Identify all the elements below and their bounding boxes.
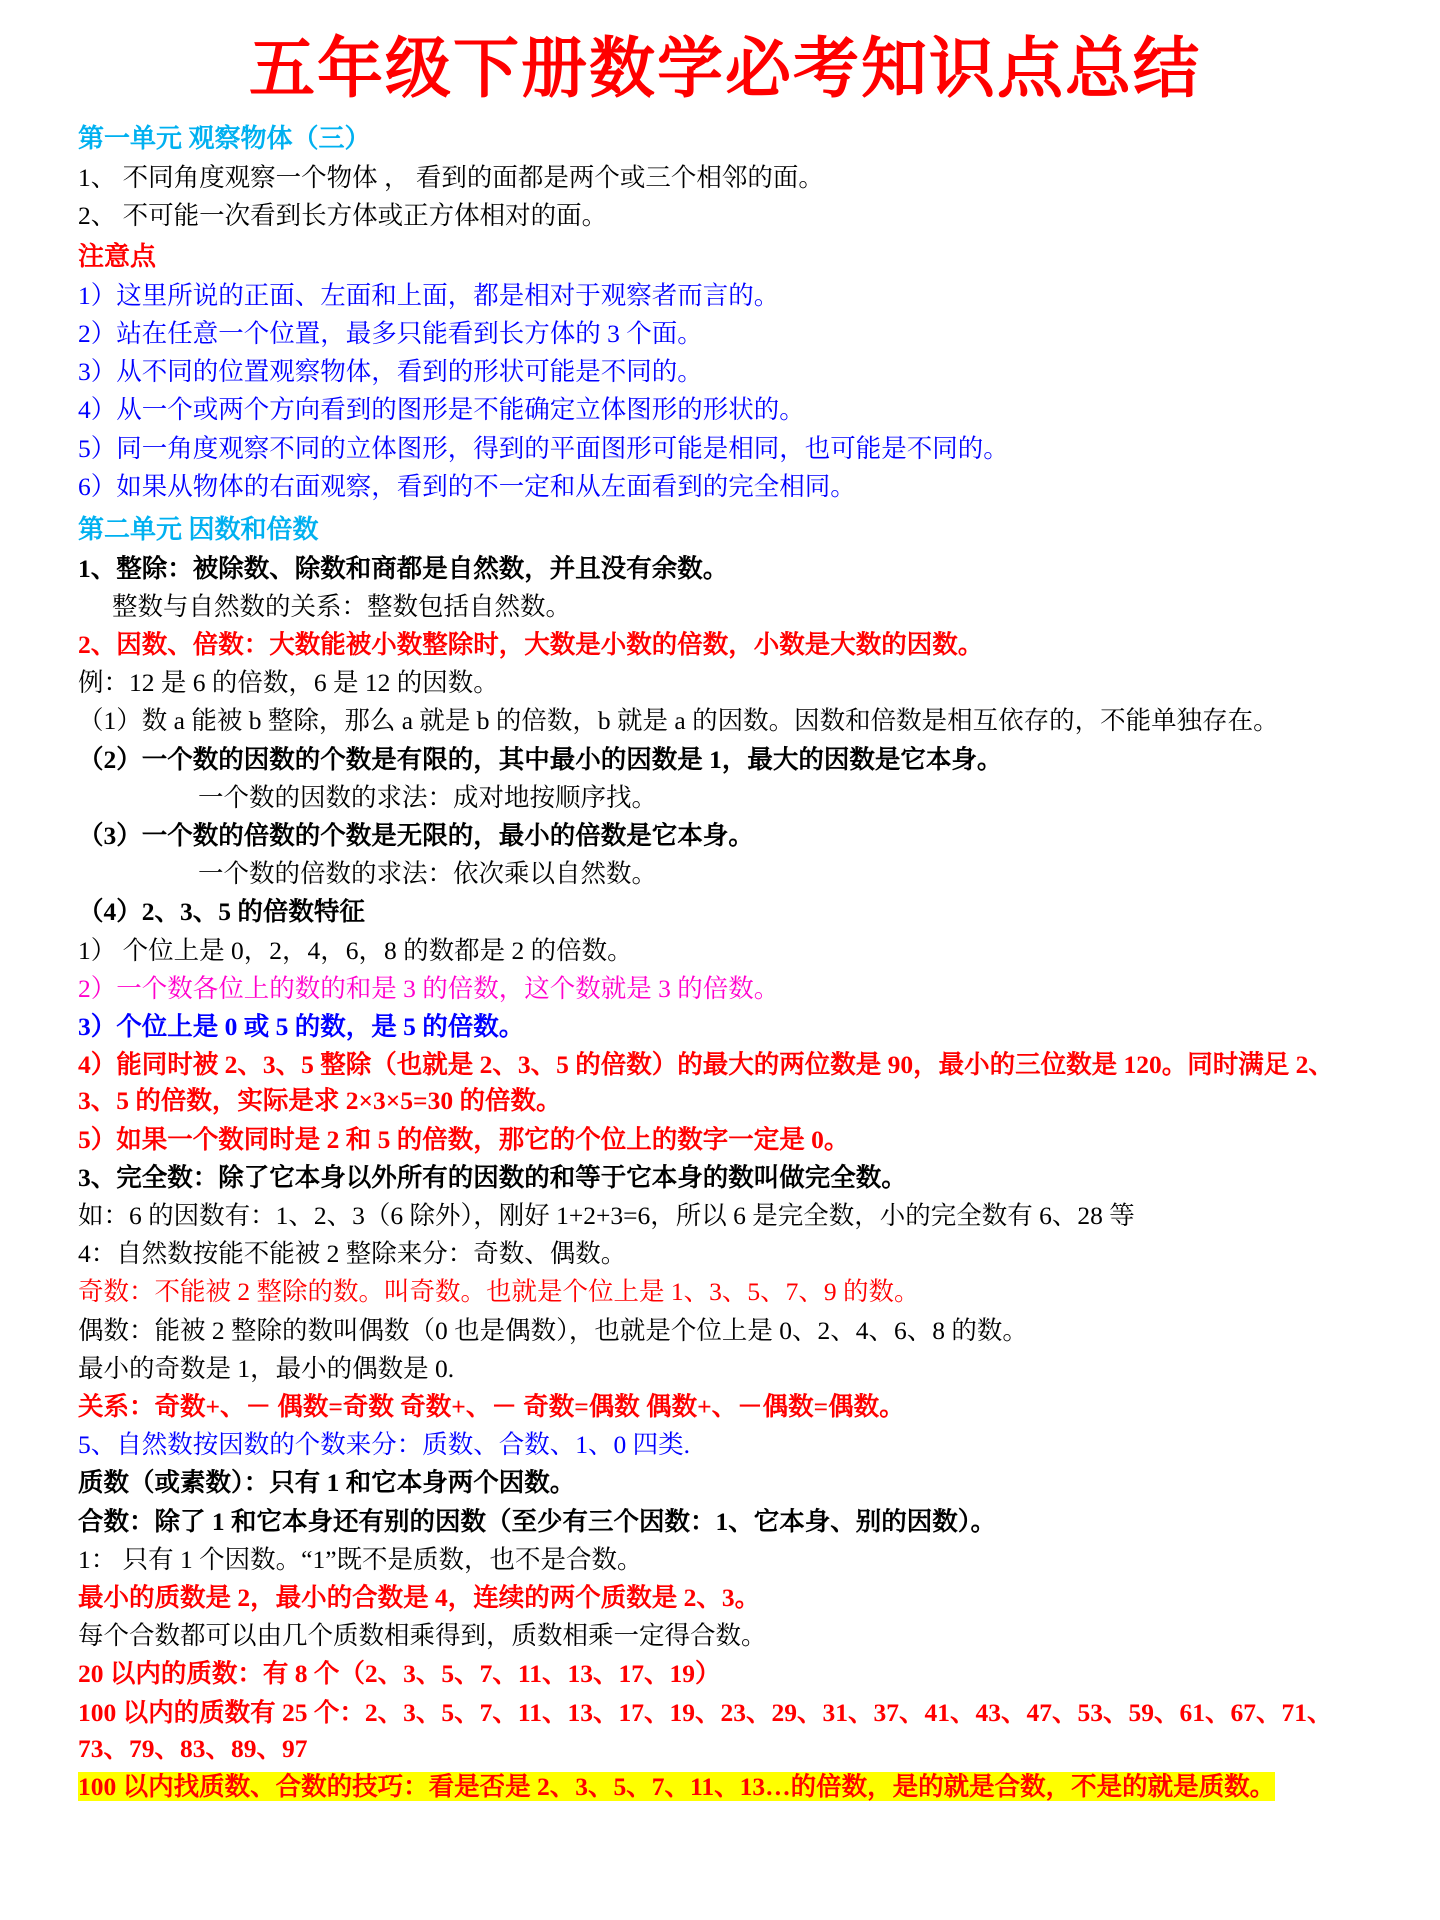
body-line: 1） 个位上是 0，2，4，6，8 的数都是 2 的倍数。 (78, 935, 633, 965)
body-line: 6）如果从物体的右面观察，看到的不一定和从左面看到的完全相同。 (78, 471, 856, 501)
body-line: 偶数：能被 2 整除的数叫偶数（0 也是偶数），也就是个位上是 0、2、4、6、8 的数。 (78, 1315, 1028, 1345)
body-line: 1）这里所说的正面、左面和上面，都是相对于观察者而言的。 (78, 280, 780, 310)
body-line: 3、完全数：除了它本身以外所有的因数的和等于它本身的数叫做完全数。 (78, 1162, 907, 1192)
body-line: 3）从不同的位置观察物体，看到的形状可能是不同的。 (78, 357, 703, 387)
body-line: 100 以内的质数有 25 个：2、3、5、7、11、13、17、19、23、29、31、37、41、43、47、53、59、61、67、71、73、79、83、89、97 (78, 1697, 1333, 1763)
body-line: （1）数 a 能被 b 整除，那么 a 就是 b 的倍数，b 就是 a 的因数。因数和倍数是相互依存的，不能单独存在。 (78, 706, 1279, 736)
body-line: 合数：除了 1 和它本身还有别的因数（至少有三个因数：1、它本身、别的因数）。 (78, 1506, 997, 1536)
body-line: 4：自然数按能不能被 2 整除来分：奇数、偶数。 (78, 1239, 627, 1269)
body-line: 奇数：不能被 2 整除的数。叫奇数。也就是个位上是 1、3、5、7、9 的数。 (78, 1277, 920, 1307)
highlight-text: 100 以内找质数、合数的技巧：看是否是 2、3、5、7、11、13…的倍数，是的就是合数，不是的就是质数。 (78, 1772, 1276, 1802)
body-line: （4）2、3、5 的倍数特征 (78, 897, 365, 927)
body-line: 2）一个数各位上的数的和是 3 的倍数，这个数就是 3 的倍数。 (78, 973, 780, 1003)
body-line: 关系：奇数+、－ 偶数=奇数 奇数+、－ 奇数=偶数 偶数+、－偶数=偶数。 (78, 1392, 905, 1422)
body-line: 整数与自然数的关系：整数包括自然数。 (112, 591, 572, 621)
body-line: 5）如果一个数同时是 2 和 5 的倍数，那它的个位上的数字一定是 0。 (78, 1124, 850, 1154)
body-line: 最小的奇数是 1，最小的偶数是 0. (78, 1353, 455, 1383)
body-line: 例：12 是 6 的倍数，6 是 12 的因数。 (78, 668, 499, 698)
body-line: 2）站在任意一个位置，最多只能看到长方体的 3 个面。 (78, 318, 703, 348)
body-line: 4）从一个或两个方向看到的图形是不能确定立体图形的形状的。 (78, 395, 805, 425)
body-line: 最小的质数是 2，最小的合数是 4，连续的两个质数是 2、3。 (78, 1583, 761, 1613)
body-line: 质数（或素数）：只有 1 和它本身两个因数。 (78, 1468, 576, 1498)
unit-heading-2: 第二单元 因数和倍数 (78, 514, 319, 544)
unit-heading-1: 第一单元 观察物体（三） (78, 123, 371, 153)
body-line: （3）一个数的倍数的个数是无限的，最小的倍数是它本身。 (78, 821, 754, 851)
body-line: 5、自然数按因数的个数来分：质数、合数、1、0 四类. (78, 1430, 691, 1460)
subheading-notes: 注意点 (78, 242, 157, 271)
body-line: 一个数的倍数的求法：依次乘以自然数。 (198, 859, 658, 889)
body-line: 4）能同时被 2、3、5 整除（也就是 2、3、5 的倍数）的最大的两位数是 90，最小的三位数是 120。同时满足 2、3、5 的倍数，实际是求 2×3×5=30 的倍数。 (78, 1050, 1334, 1116)
body-line: 如：6 的因数有：1、2、3（6 除外），刚好 1+2+3=6，所以 6 是完全数，小的完全数有 6、28 等 (78, 1201, 1135, 1231)
body-line: 1： 只有 1 个因数。“1”既不是质数，也不是合数。 (78, 1544, 643, 1574)
body-line: 一个数的因数的求法：成对地按顺序找。 (198, 782, 658, 812)
body-line: 3）个位上是 0 或 5 的数，是 5 的倍数。 (78, 1012, 525, 1042)
body-line: 5）同一角度观察不同的立体图形，得到的平面图形可能是相同，也可能是不同的。 (78, 433, 1009, 463)
body-line: 1、 不同角度观察一个物体 ， 看到的面都是两个或三个相邻的面。 (78, 162, 824, 192)
body-line: 2、 不可能一次看到长方体或正方体相对的面。 (78, 200, 608, 230)
body-line-highlighted (78, 1769, 1372, 1805)
page-title: 五年级下册数学必考知识点总结 (249, 30, 1201, 107)
body-line: 1、整除：被除数、除数和商都是自然数，并且没有余数。 (78, 553, 729, 583)
body-line: 20 以内的质数：有 8 个（2、3、5、7、11、13、17、19） (78, 1659, 721, 1689)
body-line: 每个合数都可以由几个质数相乘得到，质数相乘一定得合数。 (78, 1621, 767, 1651)
body-line: （2）一个数的因数的个数是有限的，其中最小的因数是 1，最大的因数是它本身。 (78, 744, 1003, 774)
body-line: 2、因数、倍数：大数能被小数整除时，大数是小数的倍数，小数是大数的因数。 (78, 630, 984, 659)
